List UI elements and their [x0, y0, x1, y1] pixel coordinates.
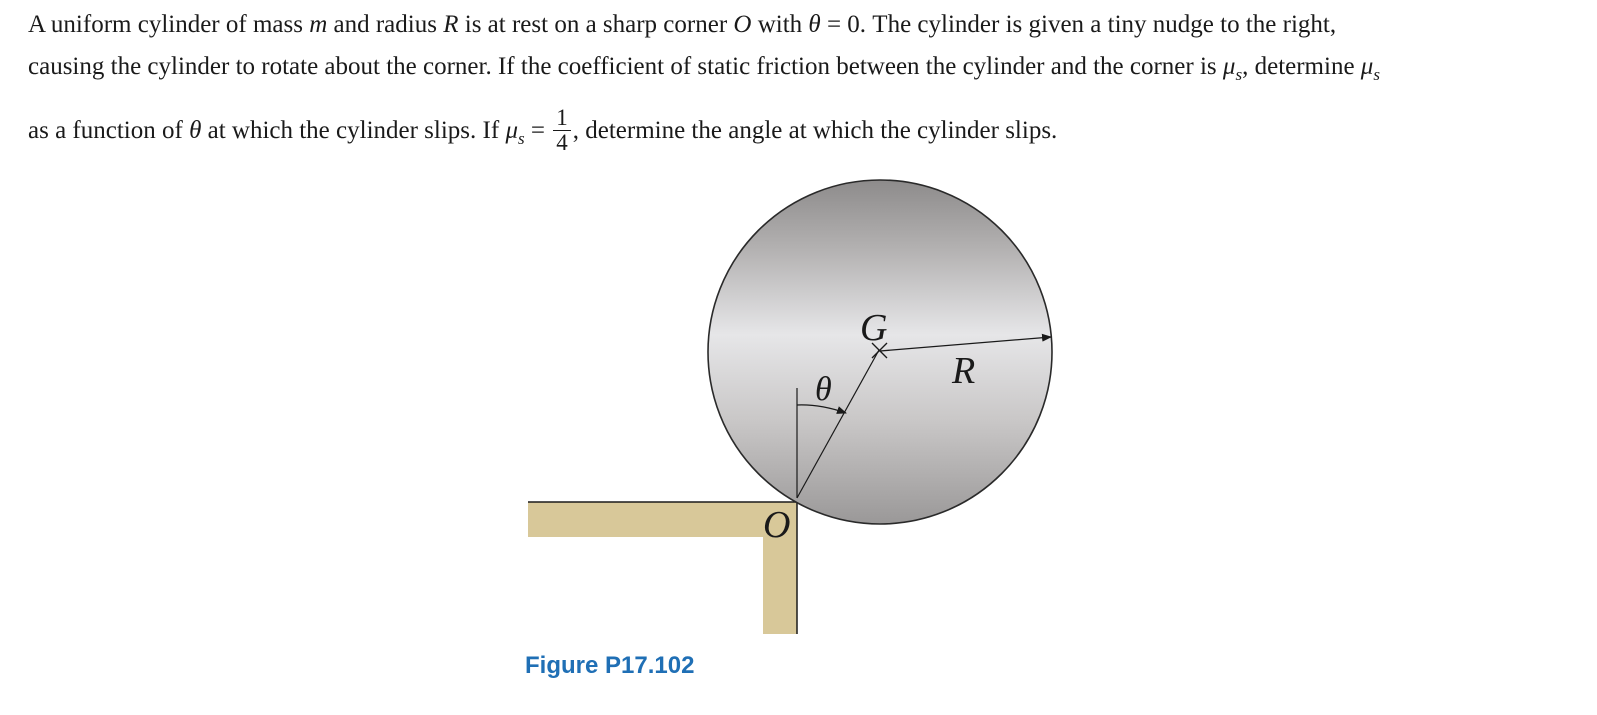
text-segment: is at rest on a sharp corner — [458, 11, 734, 38]
label-G: G — [860, 307, 888, 349]
text-segment: = 0. The cylinder is given a tiny nudge to the right, — [820, 11, 1337, 38]
variable-theta: θ — [808, 11, 821, 38]
variable-theta: θ — [189, 117, 202, 145]
variable-m: m — [309, 11, 328, 38]
variable-mu: μ — [1222, 53, 1236, 80]
text-segment: at which the cylinder slips. If — [201, 117, 506, 145]
fraction-denominator: 4 — [553, 130, 571, 155]
label-theta: θ — [815, 371, 832, 408]
variable-R: R — [443, 11, 459, 38]
text-segment: , determine — [1242, 53, 1361, 80]
label-R: R — [952, 350, 976, 392]
subscript-s: s — [1373, 65, 1380, 84]
text-segment: causing the cylinder to rotate about the corner. If the coefficient of static friction between the cylinder and the corner is — [28, 53, 1223, 80]
figure-caption: Figure P17.102 — [525, 652, 695, 679]
cylinder — [708, 180, 1052, 524]
text-segment: as a function of — [28, 117, 190, 145]
fraction-numerator: 1 — [556, 105, 568, 130]
text-segment: A uniform cylinder of mass — [28, 11, 310, 38]
text-segment: , determine the angle at which the cylinder slips. — [572, 117, 1058, 145]
label-O: O — [763, 504, 791, 546]
variable-mu: μ — [505, 117, 518, 145]
subscript-s: s — [1235, 65, 1243, 84]
equals-sign: = — [524, 117, 552, 145]
text-segment: and radius — [327, 11, 444, 38]
variable-mu: μ — [1360, 53, 1374, 80]
variable-O: O — [733, 11, 752, 38]
text-segment: with — [751, 11, 809, 38]
subscript-s: s — [518, 129, 525, 149]
corner-support — [528, 502, 797, 634]
